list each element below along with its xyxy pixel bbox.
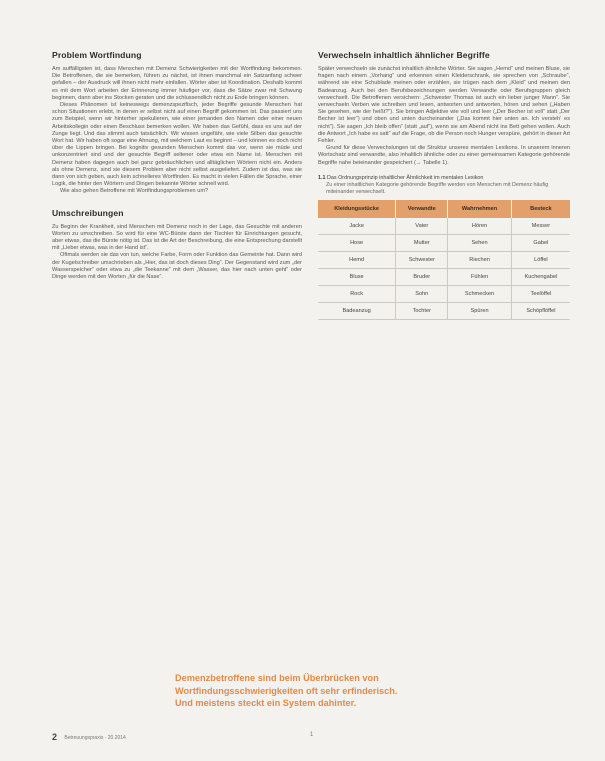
table-cell: Hose — [318, 234, 396, 251]
table-cell: Mutter — [396, 234, 448, 251]
table-cell: Spüren — [448, 302, 512, 319]
paragraph: Am auffälligsten ist, dass Menschen mit Demenz Schwierigkeiten mit der Wortfindung bekommen. Die Betroffenen, die sie bemerken, führen zu nächst, ist ihnen manchmal ein Satzanfang schwer gefallen – der Ausdruck will ihnen nicht mehr einfallen. Wörter aber ist Koordination. Deshalb kommt es mit dem Wort arbeiten der Erinnerung immer häufiger vor, dass die Sätze zwar mit Schwung beginnen, dann aber ins Stocken geraten und die schlussendlich nicht zu Ende bringen können. — [52, 66, 302, 101]
paragraph: Grund für diese Verwechslungen ist die Struktur unseres mentalen Lexikons. In unserem inneren Wortschatz sind verwandte, also inhaltlich ähnliche oder zu einer gemeinsamen Kategorie gehörende Begriffe nahe beieinander gespeichert (→ Tabelle 1). — [318, 145, 570, 166]
section-heading-verwechseln: Verwechseln inhaltlich ähnlicher Begriffe — [318, 50, 490, 60]
table-cell: Rock — [318, 285, 396, 302]
table-cell: Tochter — [396, 302, 448, 319]
table-header-cell: Besteck — [511, 200, 570, 218]
table-number: 1.1 — [318, 174, 326, 181]
table-header-cell: Kleidungsstücke — [318, 200, 396, 218]
right-column — [318, 50, 570, 320]
table-row — [318, 268, 570, 285]
table-cell: Messer — [511, 218, 570, 235]
section-heading-wortfindung: Problem Wortfindung — [52, 50, 142, 60]
table-row — [318, 218, 570, 235]
footer-mark: 1 — [310, 732, 314, 738]
paragraph: Zu Beginn der Krankheit, sind Menschen mit Demenz noch in der Lage, das Gesuchte mit anderen Worten zu umschreiben. So wird für eine WC-Bürste dann der Tischler für Einrichtungen gesucht, aber etwas, das die Bürste nötig ist. Das ist die Art der Beschreibung, die eine Entsprechung darstellt mit „Lieber etwas, was in der Hand ist“. — [52, 223, 302, 252]
word-category-table — [318, 200, 570, 320]
table-cell: Badeanzug — [318, 302, 396, 319]
table-cell: Gabel — [511, 234, 570, 251]
page-number: 2 — [52, 732, 58, 742]
paragraph: Oftmals werden sie das von tun, welche Farbe, Form oder Funktion das Gemeinte hat. Dann wird der Kugelschreiber umschrieben als „Hier, das ist doch dieses Ding“. Der Gegenstand wird zum „der Wasserspeicher“ oder etwa zu „die Teekanne“ mit dem „Wasser, das hier nach unten geht“ oder Dinge werden mit den Worten „für die Nase“. — [52, 252, 302, 281]
paragraph: Wie also gehen Betroffene mit Wortfindungsproblemen um? — [60, 188, 209, 195]
table-cell: Sohn — [396, 285, 448, 302]
table-cell: Schwester — [396, 251, 448, 268]
table-header-row — [318, 200, 570, 218]
journal-reference: Betreuungspraxis · 20.2014 — [64, 735, 126, 741]
table-cell: Jacke — [318, 218, 396, 235]
table-cell: Kuchengabel — [511, 268, 570, 285]
table-title: Das Ordnungsprinzip inhaltlicher Ähnlichkeit im mentalen Lexikon — [327, 174, 484, 181]
table-cell: Hören — [448, 218, 512, 235]
section-heading-umschreibungen: Umschreibungen — [52, 207, 124, 218]
table-header-cell: Wahrnehmen — [448, 200, 512, 218]
table-cell: Riechen — [448, 251, 512, 268]
table-row — [318, 302, 570, 319]
left-column — [52, 50, 302, 281]
pull-quote-line: Demenzbetroffene sind beim Überbrücken von — [175, 673, 379, 683]
table-cell: Bruder — [396, 268, 448, 285]
paragraph: Später verwechseln sie zunächst inhaltlich ähnliche Wörter. Sie sagen „Hemd“ und meinen Bluse, sie fragen nach einem „Vorhang“ und erkennen einen Kleiderschrank, sie sprechen von „Schraube“, während sie eine Schublade meinen oder erzählen, sie trügen nach dem „Kleid“ und meinen den Badeanzug. Auch bei den Berufsbezeichnungen werden Verwandte oder Berufsgruppen gleich verwechselt. Die Betroffenen versichern: „Schwester Thomas ist auch ein lieber junger Mann“. Sie verwechseln Verben wie schreiben und lesen, antworten und antworten, hören und sehen („Haben Sie gesehen, wie der heißt?“). Sie bringen Adjektive wie voll und leer („Der Becher ist voll“ statt „Der Becher ist leer“) und oben und unten durcheinander („Das kommt hier unten an. Ich versteh‘ es nicht“). Sie sagen „Ich bleib offen“ (statt „auf“), wenn sie am Abend nicht ins Bett gehen wollen. Auch die Antwort „Ich habe es satt“ auf die Frage, ob die Person noch Hunger verspüre, gehört in dieser Art Fehler. — [318, 66, 570, 145]
table-cell: Vater — [396, 218, 448, 235]
table-cell: Fühlen — [448, 268, 512, 285]
table-row — [318, 251, 570, 268]
table-cell: Schöpflöffel — [511, 302, 570, 319]
table-cell: Hemd — [318, 251, 396, 268]
page-footer — [52, 732, 572, 742]
paragraph: Dieses Phänomen ist keineswegs demenzspezifisch, jeder Begriffe gesunde Menschen hat schon Situationen erlebt, in denen er selbst nicht auf einen Begriff gekommen ist. Das passiert uns zum Beispiel, wenn wir hinterher spekulieren, wie einer jemanden den Namen oder einer neuen Arbeitskollegin oder einen Beschluss bemerken wollen. Wir haben das Gefühl, dass es uns auf der Zunge liegt. Und das stimmt auch tatsächlich. Wir wissen ungefähr, wie viele Silben das gesuchte Wort hat. Wir haben oft sogar eine Ahnung, mit welchem Laut es beginnt – und können es doch nicht über die Lippen bringen. Bei kognitiv gesunden Menschen kommt das vor, wenn sie müde und unkonzentriert sind und der gesuchte Begriff seltener oder etwa ein Name ist. Menschen mit Demenz haben dagegen auch bei ganz gebräuchlichen und alltäglichen Wörtern nicht ein. Anders als ohne Demenz, sind sie diesem Problem aber nicht selbst ausgeliefert. Zudem ist das, was sie dann von sich geben, auch kein schnelleres Wortfinden. Es macht in vielen Fällen die Sprache, einer Logik, die hinter den Wörtern und Dingen bekannte Wörter schnell wird. — [52, 102, 302, 188]
table-cell: Schmecken — [448, 285, 512, 302]
table-subtitle: Zu einer inhaltlichen Kategorie gehörende Begriffe werden von Menschen mit Demenz häufig miteinander verwechselt. — [326, 181, 549, 195]
table-caption — [318, 175, 570, 196]
pull-quote-line: Und meistens steckt ein System dahinter. — [175, 698, 357, 708]
table-cell: Teelöffel — [511, 285, 570, 302]
pull-quote — [175, 672, 505, 710]
table-row — [318, 285, 570, 302]
table-cell: Sehen — [448, 234, 512, 251]
table-header-cell: Verwandte — [396, 200, 448, 218]
table-row — [318, 234, 570, 251]
pull-quote-line: Wortfindungsschwierigkeiten oft sehr erfinderisch. — [175, 685, 398, 696]
table-cell: Bluse — [318, 268, 396, 285]
table-cell: Löffel — [511, 251, 570, 268]
